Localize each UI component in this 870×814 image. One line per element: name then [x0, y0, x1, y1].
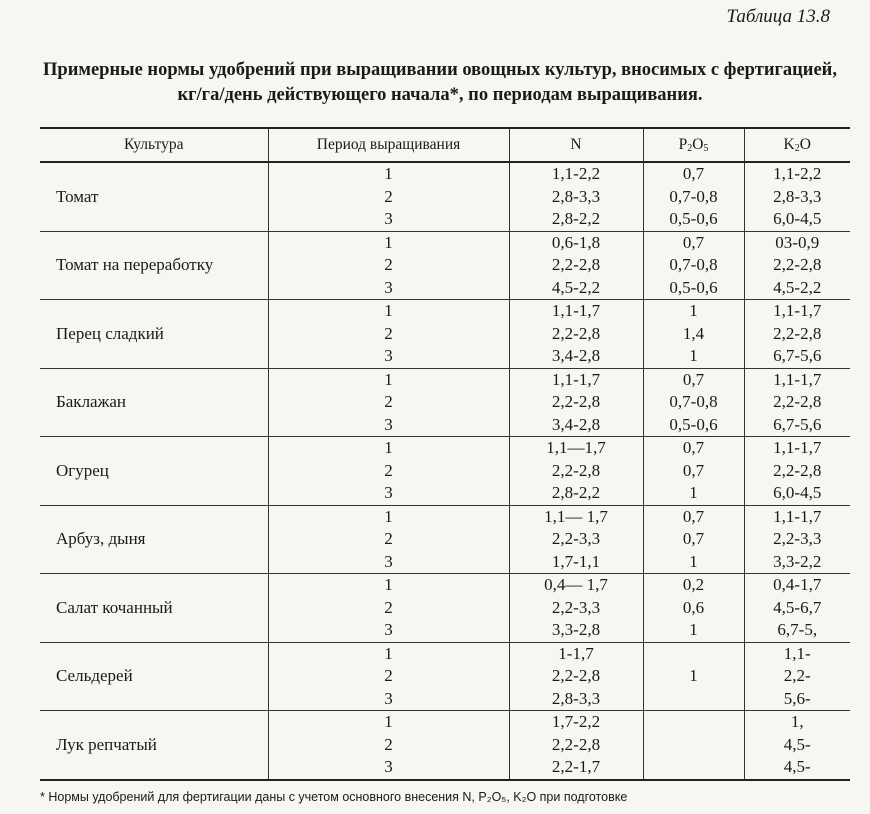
period-values — [268, 300, 509, 369]
cell-value: 3 — [384, 414, 393, 434]
cell-value: 1,1-1,7 — [551, 369, 601, 389]
p2o5-values — [643, 300, 744, 369]
cell-value: 3,4-2,8 — [551, 414, 601, 434]
period-values — [268, 231, 509, 300]
cell-value: 3 — [384, 277, 393, 297]
cell-value: 5,6- — [783, 688, 811, 708]
period-values — [268, 505, 509, 574]
cell-value: 1,1-1,7 — [773, 369, 822, 389]
cell-value: 2,2-2,8 — [551, 460, 601, 480]
cell-value: 0,5-0,6 — [669, 414, 718, 434]
cell-value: 2 — [384, 529, 393, 548]
cell-value: 2 — [384, 323, 393, 343]
cell-value: 0,4— 1,7 — [544, 575, 608, 594]
n-values — [509, 437, 643, 506]
cell-value: 2,8-3,3 — [551, 688, 601, 708]
k2o-values — [744, 162, 850, 231]
cell-value: 1,1-2,2 — [551, 164, 601, 183]
fertilizer-table — [40, 127, 850, 781]
footnote: * Нормы удобрений для фертигации даны с учетом основного внесения N, P₂O₅, K₂O при подготовке — [40, 790, 628, 804]
header-row — [40, 128, 850, 162]
header-period: Период выращивания — [268, 128, 509, 162]
n-values — [509, 162, 643, 231]
cell-value: 1,1—1,7 — [546, 438, 606, 457]
cell-value: 1, — [790, 712, 804, 731]
n-values — [509, 300, 643, 369]
cell-value: 2,2- — [783, 666, 811, 685]
k2o-values — [744, 437, 850, 506]
p2o5-values — [643, 368, 744, 437]
n-values — [509, 711, 643, 780]
cell-value: 2,8-3,3 — [551, 186, 601, 206]
period-values — [268, 368, 509, 437]
cell-value: 0,5-0,6 — [669, 209, 718, 228]
cell-value: 2 — [384, 460, 393, 480]
cell-value: 2,2-3,3 — [551, 597, 601, 617]
cell-value: 0,7 — [682, 460, 705, 480]
cell-value: 2,2-2,8 — [551, 255, 601, 274]
cell-value: 1,1-1,7 — [551, 301, 601, 320]
cell-value: 0,2 — [682, 575, 705, 594]
k2o-values — [744, 574, 850, 643]
cell-value: 2,2-2,8 — [773, 255, 822, 274]
table-row — [40, 368, 850, 437]
cell-value: 3 — [384, 620, 393, 639]
cell-value: 2,2-2,8 — [551, 323, 601, 343]
cell-value: 1 — [384, 232, 393, 252]
cell-value: 3,4-2,8 — [551, 346, 601, 365]
crop-name: Томат — [56, 186, 99, 206]
k2o-values — [744, 368, 850, 437]
p2o5-values — [643, 437, 744, 506]
table-row — [40, 162, 850, 231]
cell-value: 1 — [384, 643, 393, 663]
p2o5-values — [643, 574, 744, 643]
p2o5-values — [643, 642, 744, 711]
cell-value: 2,2-1,7 — [551, 757, 601, 776]
cell-value: 2,2-2,8 — [551, 734, 601, 754]
header-n: N — [509, 128, 643, 162]
cell-value: 3 — [384, 551, 393, 571]
table-title: Примерные нормы удобрений при выращивании овощных культур, вносимых с фертигацией, кг/га/день действующего начала*, по периодам выращивания. — [43, 60, 837, 105]
p2o5-values — [643, 231, 744, 300]
crop-name: Арбуз, дыня — [56, 529, 146, 548]
cell-value: 1,1-2,2 — [773, 164, 822, 183]
cell-value: 1 — [689, 551, 698, 571]
n-values — [509, 642, 643, 711]
table-number: Таблица 13.8 — [726, 6, 830, 27]
cell-value: 1 — [689, 301, 698, 320]
cell-value: 3 — [384, 346, 393, 365]
cell-value: 0,7 — [682, 506, 705, 526]
p2o5-values — [643, 711, 744, 780]
cell-value: 0,7 — [682, 164, 705, 183]
cell-value: 0,7 — [682, 369, 705, 389]
cell-value: 4,5-2,2 — [773, 277, 822, 297]
cell-value: 1 — [384, 438, 393, 457]
table-row — [40, 642, 850, 711]
cell-value: 1,1— 1,7 — [544, 506, 608, 526]
cell-value: 0,4-1,7 — [773, 575, 822, 594]
table-row — [40, 437, 850, 506]
crop-name: Лук репчатый — [56, 734, 157, 754]
header-k2o: $K_2O$ — [744, 128, 850, 162]
cell-value: 1,1-1,7 — [773, 438, 822, 457]
cell-value: 0,7-0,8 — [669, 255, 718, 274]
cell-value: 6,7-5,6 — [773, 346, 822, 365]
cell-value: 2,8-3,3 — [773, 186, 822, 206]
n-values — [509, 505, 643, 574]
cell-value: 3 — [384, 209, 393, 228]
k2o-values — [744, 505, 850, 574]
cell-value: 0,5-0,6 — [669, 277, 718, 297]
crop-name: Салат кочанный — [56, 597, 173, 617]
cell-value: 6,7-5,6 — [773, 414, 822, 434]
k2o-values — [744, 231, 850, 300]
cell-value: 3 — [384, 483, 393, 502]
cell-value: 1 — [384, 369, 393, 389]
cell-value: 1 — [689, 620, 698, 639]
cell-value: 6,0-4,5 — [773, 483, 822, 502]
cell-value: 3,3-2,8 — [551, 620, 601, 639]
cell-value: 3 — [384, 757, 393, 776]
cell-value: 1 — [384, 506, 393, 526]
k2o-values — [744, 300, 850, 369]
cell-value: 1,4 — [682, 323, 705, 343]
cell-value: 6,7-5, — [777, 620, 818, 639]
cell-value: 2 — [384, 255, 393, 274]
period-values — [268, 574, 509, 643]
n-values — [509, 368, 643, 437]
k2o-values — [744, 642, 850, 711]
cell-value: 0,7 — [682, 438, 705, 457]
header-crop: Культура — [40, 128, 268, 162]
header-p2o5: $P_2O_5$ — [643, 128, 744, 162]
crop-name: Сельдерей — [56, 666, 133, 685]
period-values — [268, 711, 509, 780]
cell-value: 2,8-2,2 — [551, 483, 601, 502]
cell-value: 2,2-2,8 — [773, 460, 822, 480]
cell-value: 4,5-2,2 — [551, 277, 601, 297]
period-values — [268, 437, 509, 506]
period-values — [268, 162, 509, 231]
cell-value: 0,6-1,8 — [551, 232, 601, 252]
crop-name: Огурец — [56, 460, 109, 480]
cell-value: 1,7-1,1 — [551, 551, 601, 571]
cell-value: 2 — [384, 734, 393, 754]
cell-value: 0,7-0,8 — [669, 392, 718, 411]
cell-value: 1 — [689, 483, 698, 502]
cell-value: 1,1-1,7 — [773, 506, 822, 526]
cell-value: 3 — [384, 688, 393, 708]
cell-value: 1 — [384, 301, 393, 320]
cell-value: 1,7-2,2 — [551, 712, 601, 731]
cell-value: 2,2-2,8 — [773, 323, 822, 343]
cell-value: 2 — [384, 186, 393, 206]
table-row — [40, 711, 850, 780]
cell-value: 4,5- — [783, 734, 811, 754]
cell-value: 1 — [689, 666, 698, 685]
cell-value: 0,7 — [682, 529, 705, 548]
table-row — [40, 505, 850, 574]
cell-value: 1 — [384, 164, 393, 183]
k2o-values — [744, 711, 850, 780]
cell-value: 1 — [689, 346, 698, 365]
n-values — [509, 231, 643, 300]
cell-value: 2 — [384, 597, 393, 617]
crop-name: Перец сладкий — [56, 323, 164, 343]
cell-value: 2 — [384, 666, 393, 685]
cell-value: 1 — [384, 575, 393, 594]
cell-value: 0,6 — [682, 597, 705, 617]
cell-value: 1 — [384, 712, 393, 731]
p2o5-values — [643, 505, 744, 574]
cell-value: 0,7 — [682, 232, 705, 252]
cell-value: 3,3-2,2 — [773, 551, 822, 571]
crop-name: Томат на переработку — [56, 255, 214, 274]
cell-value: 4,5-6,7 — [773, 597, 822, 617]
cell-value: 2 — [384, 392, 393, 411]
cell-value: 2,8-2,2 — [551, 209, 601, 228]
cell-value: 6,0-4,5 — [773, 209, 822, 228]
cell-value: 2,2-3,3 — [773, 529, 822, 548]
table-row — [40, 300, 850, 369]
table-row — [40, 574, 850, 643]
n-values — [509, 574, 643, 643]
cell-value: 1-1,7 — [558, 643, 594, 663]
table-row — [40, 231, 850, 300]
cell-value: 4,5- — [783, 757, 811, 776]
p2o5-values — [643, 162, 744, 231]
period-values — [268, 642, 509, 711]
cell-value: 2,2-2,8 — [551, 392, 601, 411]
cell-value: 1,1-1,7 — [773, 301, 822, 320]
crop-name: Баклажан — [56, 392, 126, 411]
cell-value: 0,7-0,8 — [669, 186, 718, 206]
cell-value: 1,1- — [783, 643, 811, 663]
cell-value: 2,2-2,8 — [773, 392, 822, 411]
cell-value: 03-0,9 — [775, 232, 820, 252]
cell-value: 2,2-2,8 — [551, 666, 601, 685]
cell-value: 2,2-3,3 — [551, 529, 601, 548]
